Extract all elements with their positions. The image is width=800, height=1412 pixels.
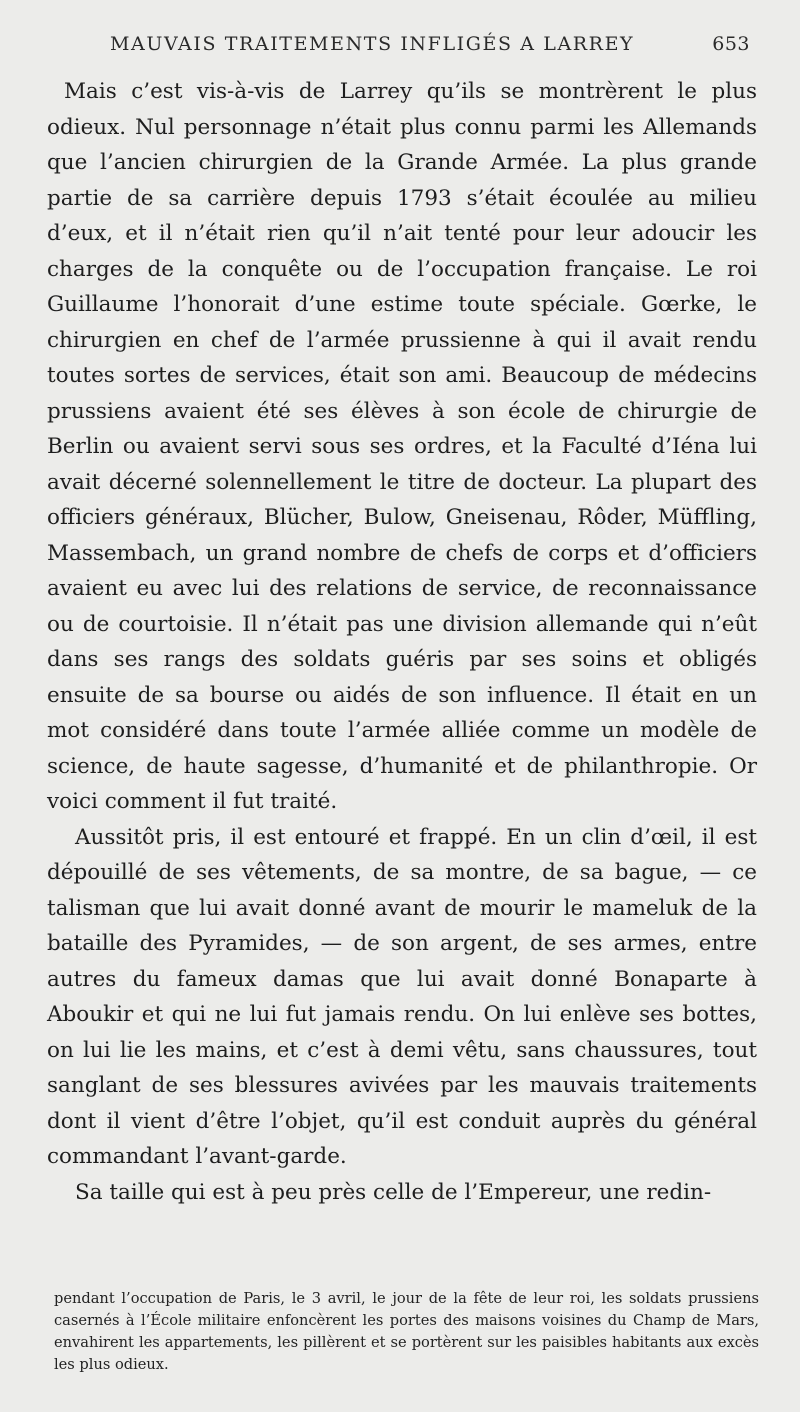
footnote: pendant l’occupation de Paris, le 3 avril, le jour de la fête de leur roi, les soldats prussiens casernés à l’École militaire enfoncèrent les portes des maisons voisines du Champ de Mars, envahirent les appartements, les pillèrent et se portèrent sur les paisibles habitants aux excès les plus odieux. — [54, 1290, 759, 1373]
paragraph-2: Aussitôt pris, il est entouré et frappé. En un clin d’œil, il est dépouillé de ses vêtements, de sa montre, de sa bague, — ce talisman que lui avait donné avant de mourir le mameluk de la bataille des Pyramides, — de son argent, de ses armes, entre autres du fameux damas que lui avait donné Bonaparte à Aboukir et qui ne lui fut jamais rendu. On lui enlève ses bottes, on lui lie les mains, et c’est à demi vêtu, sans chaussures, tout sanglant de ses blessures avivées par les mauvais traitements dont il vient d’être l’objet, qu’il est conduit auprès du général commandant l’avant-garde. — [47, 824, 757, 1169]
page-number: 653 — [712, 33, 750, 55]
running-header — [110, 30, 750, 58]
paragraph-3: Sa taille qui est à peu près celle de l’Empereur, une redin- — [75, 1179, 712, 1205]
paragraph-1: Mais c’est vis-à-vis de Larrey qu’ils se montrèrent le plus odieux. Nul personnage n’était plus connu parmi les Allemands que l’ancien chirurgien de la Grande Armée. La plus grande partie de sa carrière depuis 1793 s’était écoulée au milieu d’eux, et il n’était rien qu’il n’ait tenté pour leur adoucir les charges de la conquête ou de l’occupation française. Le roi Guillaume l’honorait d’une estime toute spéciale. Gœrke, le chirurgien en chef de l’armée prussienne à qui il avait rendu toutes sortes de services, était son ami. Beaucoup de médecins prussiens avaient été ses élèves à son école de chirurgie de Berlin ou avaient servi sous ses ordres, et la Faculté d’Iéna lui avait décerné solennellement le titre de docteur. La plupart des officiers généraux, Blücher, Bulow, Gneisenau, Rôder, Müffling, Massembach, un grand nombre de chefs de corps et d’officiers avaient eu avec lui des relations de service, de reconnaissance ou de courtoisie. Il n’était pas une division allemande qui n’eût dans ses rangs des soldats guéris par ses soins et obligés ensuite de sa bourse ou aidés de son influence. Il était en un mot considéré dans toute l’armée alliée comme un modèle de science, de haute sagesse, d’humanité et de philanthropie. Or voici comment il fut traité. — [47, 79, 757, 814]
running-title: MAUVAIS TRAITEMENTS INFLIGÉS A LARREY — [110, 33, 635, 55]
body-text — [47, 74, 757, 1210]
